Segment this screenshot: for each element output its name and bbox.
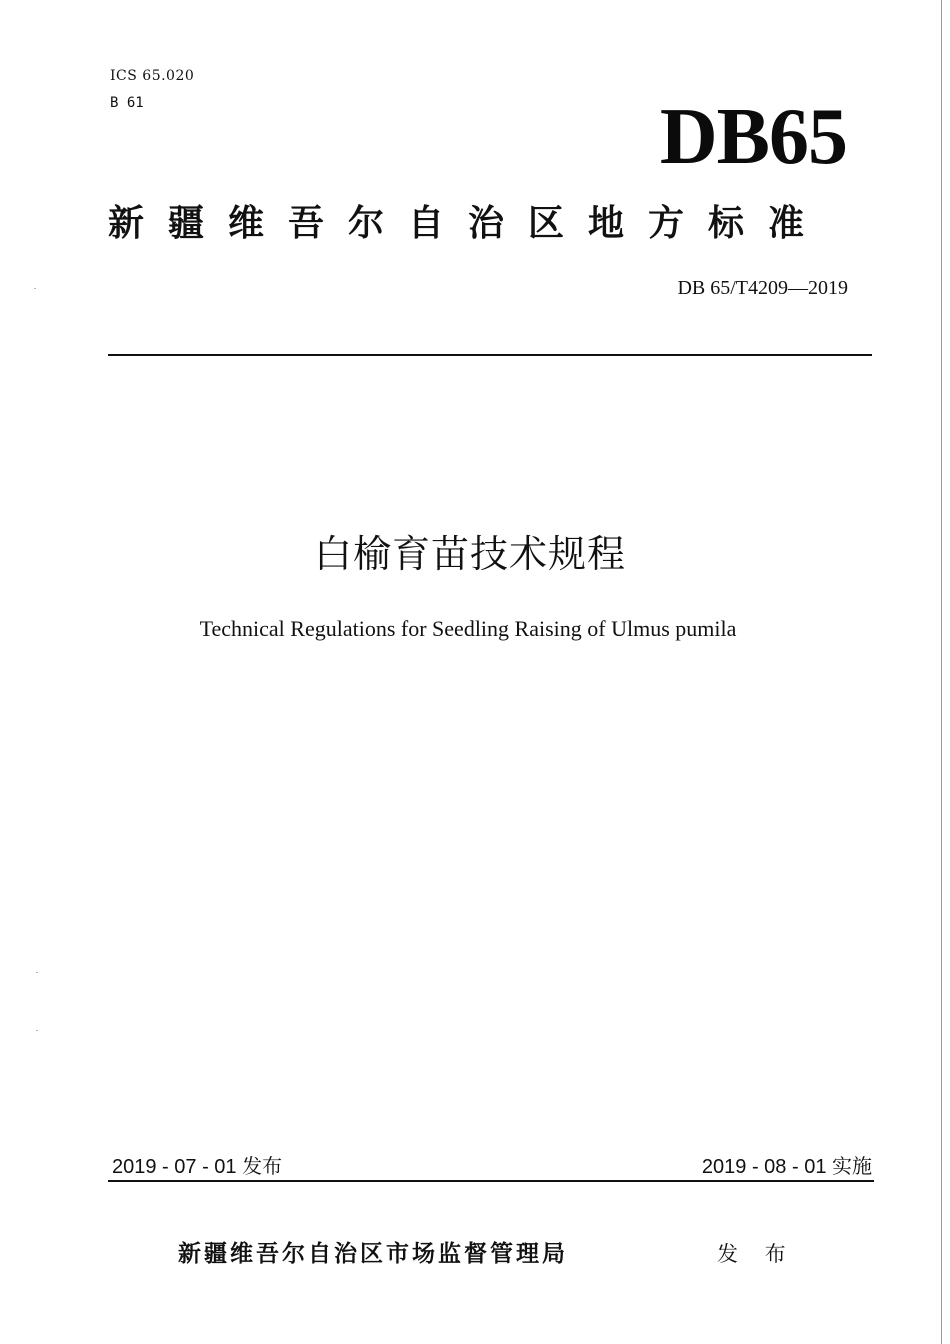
issuing-authority: 新疆维吾尔自治区市场监督管理局	[178, 1241, 568, 1267]
page-edge-line	[941, 0, 942, 1344]
scan-speck	[34, 288, 36, 289]
ccs-code: B 61	[110, 95, 144, 111]
issue-date: 2019 - 07 - 01 发布	[112, 1156, 283, 1178]
issue-label: 发 布	[717, 1242, 796, 1266]
standard-logo: DB65	[659, 93, 847, 181]
implementation-date: 2019 - 08 - 01 实施	[701, 1156, 872, 1178]
bottom-divider	[108, 1180, 874, 1182]
document-title-chinese: 白榆育苗技术规程	[313, 532, 626, 576]
scan-speck	[36, 972, 38, 973]
scan-speck	[36, 1030, 38, 1031]
standard-type-title: 新疆维吾尔自治区地方标准	[108, 203, 829, 244]
ics-code: ICS 65.020	[110, 68, 195, 84]
top-divider	[108, 354, 872, 356]
standard-number: DB 65/T4209—2019	[677, 277, 848, 299]
document-title-english: Technical Regulations for Seedling Raising of Ulmus pumila	[199, 616, 737, 641]
